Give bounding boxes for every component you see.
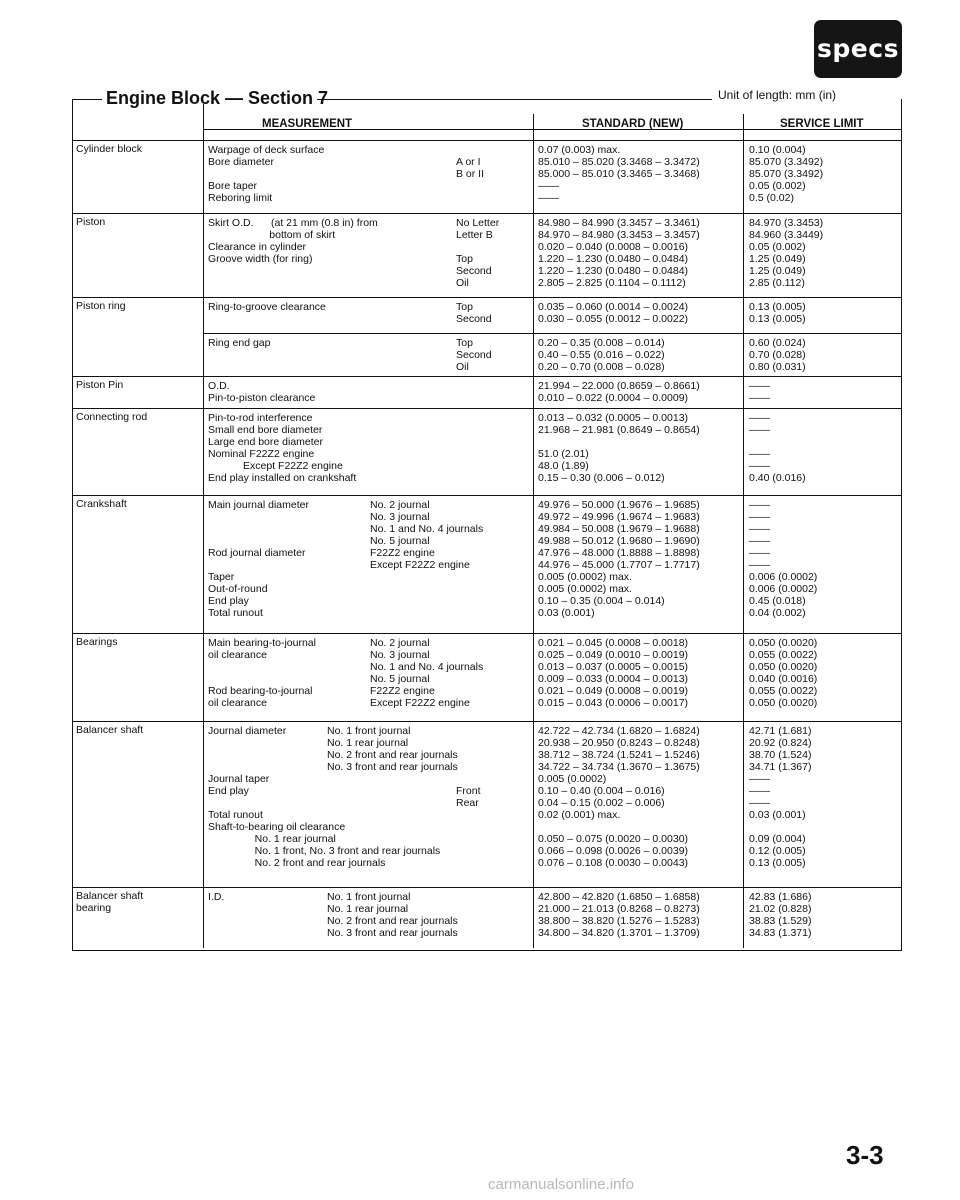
column-divider: [203, 376, 204, 408]
section-name: Balancer shaft: [76, 890, 144, 902]
measurement-label: End play installed on crankshaft: [208, 472, 357, 484]
standard-value: 34.722 – 34.734 (1.3670 – 1.3675): [538, 761, 700, 773]
standard-value: ——: [538, 180, 559, 192]
column-divider: [533, 495, 534, 633]
service-limit-value: 0.006 (0.0002): [749, 583, 818, 595]
measurement-qualifier: Top: [456, 301, 473, 313]
service-limit-value: ——: [749, 797, 770, 809]
measurement-label: Bore diameter: [208, 156, 274, 168]
section-divider: [72, 140, 902, 141]
service-limit-value: 0.13 (0.005): [749, 301, 806, 313]
service-limit-value: 0.05 (0.002): [749, 180, 806, 192]
standard-value: 0.076 – 0.108 (0.0030 – 0.0043): [538, 857, 689, 869]
service-limit-value: 85.070 (3.3492): [749, 156, 824, 168]
header-divider: [203, 129, 902, 130]
standard-value: 0.40 – 0.55 (0.016 – 0.022): [538, 349, 665, 361]
measurement-qualifier: Oil: [456, 361, 469, 373]
section-name: Piston Pin: [76, 379, 124, 391]
column-divider: [743, 140, 744, 213]
column-divider: [743, 408, 744, 495]
section-divider: [72, 408, 902, 409]
service-limit-value: ——: [749, 499, 770, 511]
column-divider: [203, 887, 204, 948]
service-limit-value: ——: [749, 448, 770, 460]
section-divider: [72, 495, 902, 496]
header-service-limit: SERVICE LIMIT: [780, 118, 864, 130]
column-divider: [533, 408, 534, 495]
service-limit-value: 84.960 (3.3449): [749, 229, 824, 241]
section-name: Piston: [76, 216, 106, 228]
standard-value: 0.013 – 0.037 (0.0005 – 0.0015): [538, 661, 689, 673]
service-limit-value: ——: [749, 785, 770, 797]
service-limit-value: 0.09 (0.004): [749, 833, 806, 845]
standard-value: 1.220 – 1.230 (0.0480 – 0.0484): [538, 265, 689, 277]
measurement-sublabel: No. 2 journal: [370, 637, 430, 649]
measurement-label: No. 1 rear journal: [208, 833, 336, 845]
section-name: Cylinder block: [76, 143, 142, 155]
column-divider: [203, 213, 204, 297]
standard-value: 0.066 – 0.098 (0.0026 – 0.0039): [538, 845, 689, 857]
column-divider: [533, 297, 534, 333]
measurement-label: Shaft-to-bearing oil clearance: [208, 821, 346, 833]
measurement-label: Except F22Z2 engine: [208, 460, 343, 472]
service-limit-value: 34.71 (1.367): [749, 761, 812, 773]
section-divider: [72, 213, 902, 214]
standard-value: 47.976 – 48.000 (1.8888 – 1.8898): [538, 547, 700, 559]
header-standard: STANDARD (NEW): [582, 118, 684, 130]
measurement-label: I.D.: [208, 891, 225, 903]
standard-value: 21.968 – 21.981 (0.8649 – 0.8654): [538, 424, 700, 436]
standard-value: 49.984 – 50.008 (1.9679 – 1.9688): [538, 523, 700, 535]
standard-value: 0.021 – 0.045 (0.0008 – 0.0018): [538, 637, 689, 649]
measurement-qualifier: Front: [456, 785, 481, 797]
service-limit-value: 2.85 (0.112): [749, 277, 805, 289]
standard-value: 84.970 – 84.980 (3.3453 – 3.3457): [538, 229, 700, 241]
service-limit-value: 0.050 (0.0020): [749, 697, 818, 709]
service-limit-value: 38.83 (1.529): [749, 915, 812, 927]
standard-value: 38.712 – 38.724 (1.5241 – 1.5246): [538, 749, 700, 761]
standard-value: 20.938 – 20.950 (0.8243 – 0.8248): [538, 737, 700, 749]
column-divider: [533, 633, 534, 721]
standard-value: 51.0 (2.01): [538, 448, 589, 460]
standard-value: 0.021 – 0.049 (0.0008 – 0.0019): [538, 685, 689, 697]
measurement-qualifier: Second: [456, 313, 492, 325]
service-limit-value: ——: [749, 559, 770, 571]
column-divider: [533, 376, 534, 408]
service-limit-value: ——: [749, 547, 770, 559]
column-divider: [203, 633, 204, 721]
standard-value: 0.005 (0.0002) max.: [538, 583, 632, 595]
standard-value: 42.800 – 42.820 (1.6850 – 1.6858): [538, 891, 700, 903]
service-limit-value: ——: [749, 380, 770, 392]
standard-value: 0.005 (0.0002) max.: [538, 571, 632, 583]
service-limit-value: ——: [749, 460, 770, 472]
measurement-label: Rod journal diameter: [208, 547, 306, 559]
service-limit-value: ——: [749, 392, 770, 404]
column-divider: [203, 333, 204, 376]
measurement-qualifier: No Letter: [456, 217, 500, 229]
measurement-label: Pin-to-rod interference: [208, 412, 313, 424]
standard-value: 42.722 – 42.734 (1.6820 – 1.6824): [538, 725, 700, 737]
section-divider: [72, 297, 902, 298]
standard-value: 44.976 – 45.000 (1.7707 – 1.7717): [538, 559, 700, 571]
measurement-sublabel: No. 3 front and rear journals: [327, 927, 458, 939]
standard-value: 49.972 – 49.996 (1.9674 – 1.9683): [538, 511, 700, 523]
service-limit-value: 0.80 (0.031): [749, 361, 806, 373]
service-limit-value: 0.03 (0.001): [749, 809, 806, 821]
service-limit-value: ——: [749, 535, 770, 547]
measurement-sublabel: F22Z2 engine: [370, 685, 435, 697]
measurement-sublabel: No. 1 front journal: [327, 725, 411, 737]
measurement-label: Out-of-round: [208, 583, 268, 595]
measurement-sublabel: Except F22Z2 engine: [370, 559, 470, 571]
measurement-qualifier: Top: [456, 337, 473, 349]
standard-value: 1.220 – 1.230 (0.0480 – 0.0484): [538, 253, 689, 265]
measurement-sublabel: No. 5 journal: [370, 673, 430, 685]
section-divider: [72, 721, 902, 722]
measurement-label: Rod bearing-to-journal: [208, 685, 313, 697]
column-divider: [533, 721, 534, 887]
service-limit-value: 21.02 (0.828): [749, 903, 812, 915]
column-divider: [743, 376, 744, 408]
measurement-sublabel: F22Z2 engine: [370, 547, 435, 559]
measurement-sublabel: No. 3 front and rear journals: [327, 761, 458, 773]
column-divider: [743, 721, 744, 887]
header-column-divider: [743, 114, 744, 140]
column-divider: [743, 333, 744, 376]
measurement-label: Nominal F22Z2 engine: [208, 448, 315, 460]
section-name: bearing: [76, 902, 112, 914]
measurement-label: Total runout: [208, 809, 263, 821]
measurement-label: Skirt O.D. (at 21 mm (0.8 in) from: [208, 217, 378, 229]
page-title: Engine Block — Section 7: [106, 88, 329, 108]
service-limit-value: 0.45 (0.018): [749, 595, 806, 607]
section-divider: [72, 887, 902, 888]
measurement-qualifier: A or I: [456, 156, 481, 168]
measurement-label: Ring-to-groove clearance: [208, 301, 326, 313]
column-divider: [533, 213, 534, 297]
measurement-sublabel: Except F22Z2 engine: [370, 697, 470, 709]
service-limit-value: ——: [749, 424, 770, 436]
measurement-label: No. 2 front and rear journals: [208, 857, 386, 869]
column-divider: [533, 887, 534, 948]
standard-value: 0.050 – 0.075 (0.0020 – 0.0030): [538, 833, 689, 845]
unit-note: Unit of length: mm (in): [718, 88, 837, 102]
service-limit-value: 0.5 (0.02): [749, 192, 794, 204]
measurement-label: Main bearing-to-journal: [208, 637, 316, 649]
standard-value: 85.000 – 85.010 (3.3465 – 3.3468): [538, 168, 700, 180]
measurement-sublabel: No. 5 journal: [370, 535, 430, 547]
service-limit-value: 1.25 (0.049): [749, 265, 806, 277]
measurement-label: Large end bore diameter: [208, 436, 323, 448]
measurement-label: End play: [208, 595, 249, 607]
measurement-label: No. 1 front, No. 3 front and rear journals: [208, 845, 441, 857]
standard-value: 0.030 – 0.055 (0.0012 – 0.0022): [538, 313, 689, 325]
header-column-divider: [203, 104, 204, 140]
service-limit-value: ——: [749, 412, 770, 424]
service-limit-value: 0.12 (0.005): [749, 845, 806, 857]
standard-value: 0.009 – 0.033 (0.0004 – 0.0013): [538, 673, 689, 685]
standard-value: 0.005 (0.0002): [538, 773, 607, 785]
section-divider: [72, 376, 902, 377]
section-divider: [203, 333, 902, 334]
standard-value: 85.010 – 85.020 (3.3468 – 3.3472): [538, 156, 700, 168]
measurement-label: Pin-to-piston clearance: [208, 392, 316, 404]
measurement-qualifier: Second: [456, 265, 492, 277]
column-divider: [743, 887, 744, 948]
standard-value: ——: [538, 192, 559, 204]
column-divider: [533, 140, 534, 213]
service-limit-value: 0.10 (0.004): [749, 144, 806, 156]
standard-value: 0.015 – 0.043 (0.0006 – 0.0017): [538, 697, 689, 709]
service-limit-value: 0.05 (0.002): [749, 241, 806, 253]
measurement-label: Journal diameter: [208, 725, 287, 737]
measurement-label: Small end bore diameter: [208, 424, 323, 436]
standard-value: 34.800 – 34.820 (1.3701 – 1.3709): [538, 927, 700, 939]
standard-value: 0.20 – 0.70 (0.008 – 0.028): [538, 361, 665, 373]
column-divider: [203, 408, 204, 495]
measurement-qualifier: Second: [456, 349, 492, 361]
measurement-sublabel: No. 2 front and rear journals: [327, 749, 458, 761]
measurement-label: Warpage of deck surface: [208, 144, 325, 156]
measurement-qualifier: Top: [456, 253, 473, 265]
specs-badge: specs: [814, 20, 902, 78]
standard-value: 0.03 (0.001): [538, 607, 595, 619]
service-limit-value: 1.25 (0.049): [749, 253, 806, 265]
measurement-label: Reboring limit: [208, 192, 273, 204]
section-name: Balancer shaft: [76, 724, 144, 736]
service-limit-value: 0.050 (0.0020): [749, 637, 818, 649]
section-divider: [72, 633, 902, 634]
column-divider: [203, 140, 204, 213]
measurement-sublabel: No. 1 rear journal: [327, 737, 409, 749]
standard-value: 0.10 – 0.40 (0.004 – 0.016): [538, 785, 665, 797]
standard-value: 0.20 – 0.35 (0.008 – 0.014): [538, 337, 665, 349]
measurement-label: oil clearance: [208, 697, 267, 709]
measurement-qualifier: Rear: [456, 797, 479, 809]
column-divider: [203, 721, 204, 887]
service-limit-value: ——: [749, 523, 770, 535]
service-limit-value: 38.70 (1.524): [749, 749, 812, 761]
standard-value: 0.04 – 0.15 (0.002 – 0.006): [538, 797, 665, 809]
column-divider: [743, 633, 744, 721]
service-limit-value: 0.70 (0.028): [749, 349, 806, 361]
page-number: 3-3: [846, 1140, 884, 1170]
standard-value: 0.025 – 0.049 (0.0010 – 0.0019): [538, 649, 689, 661]
header-measurement: MEASUREMENT: [262, 118, 353, 130]
standard-value: 48.0 (1.89): [538, 460, 589, 472]
service-limit-value: ——: [749, 511, 770, 523]
measurement-sublabel: No. 2 front and rear journals: [327, 915, 458, 927]
standard-value: 84.980 – 84.990 (3.3457 – 3.3461): [538, 217, 700, 229]
measurement-sublabel: No. 1 and No. 4 journals: [370, 661, 484, 673]
standard-value: 0.02 (0.001) max.: [538, 809, 621, 821]
measurement-qualifier: Oil: [456, 277, 469, 289]
measurement-label: Bore taper: [208, 180, 258, 192]
measurement-qualifier: B or II: [456, 168, 485, 180]
column-divider: [203, 495, 204, 633]
service-limit-value: 0.050 (0.0020): [749, 661, 818, 673]
header-column-divider: [533, 114, 534, 140]
measurement-label: O.D.: [208, 380, 230, 392]
column-divider: [743, 495, 744, 633]
service-limit-value: 85.070 (3.3492): [749, 168, 824, 180]
measurement-label: Groove width (for ring): [208, 253, 313, 265]
service-limit-value: 0.040 (0.0016): [749, 673, 818, 685]
column-divider: [743, 297, 744, 333]
service-limit-value: 0.006 (0.0002): [749, 571, 818, 583]
standard-value: 0.10 – 0.35 (0.004 – 0.014): [538, 595, 665, 607]
measurement-label: Ring end gap: [208, 337, 271, 349]
measurement-label: oil clearance: [208, 649, 267, 661]
measurement-sublabel: No. 1 front journal: [327, 891, 411, 903]
service-limit-value: 84.970 (3.3453): [749, 217, 824, 229]
standard-value: 38.800 – 38.820 (1.5276 – 1.5283): [538, 915, 700, 927]
standard-value: 0.035 – 0.060 (0.0014 – 0.0024): [538, 301, 689, 313]
measurement-label: End play: [208, 785, 249, 797]
measurement-label: Total runout: [208, 607, 263, 619]
section-name: Bearings: [76, 636, 118, 648]
column-divider: [203, 297, 204, 333]
measurement-sublabel: No. 3 journal: [370, 511, 430, 523]
service-limit-value: 0.055 (0.0022): [749, 649, 818, 661]
standard-value: 0.15 – 0.30 (0.006 – 0.012): [538, 472, 665, 484]
measurement-label: bottom of skirt: [208, 229, 336, 241]
measurement-sublabel: No. 1 rear journal: [327, 903, 409, 915]
measurement-qualifier: Letter B: [456, 229, 493, 241]
standard-value: 0.07 (0.003) max.: [538, 144, 621, 156]
measurement-label: Taper: [208, 571, 235, 583]
measurement-sublabel: No. 1 and No. 4 journals: [370, 523, 484, 535]
service-limit-value: 0.40 (0.016): [749, 472, 806, 484]
watermark: carmanualsonline.info: [488, 1176, 634, 1193]
standard-value: 21.000 – 21.013 (0.8268 – 0.8273): [538, 903, 700, 915]
standard-value: 21.994 – 22.000 (0.8659 – 0.8661): [538, 380, 700, 392]
service-limit-value: 0.13 (0.005): [749, 857, 806, 869]
measurement-label: Journal taper: [208, 773, 270, 785]
section-name: Crankshaft: [76, 498, 127, 510]
service-limit-value: 34.83 (1.371): [749, 927, 812, 939]
standard-value: 2.805 – 2.825 (0.1104 – 0.1112): [538, 277, 686, 289]
service-limit-value: 0.055 (0.0022): [749, 685, 818, 697]
measurement-label: Clearance in cylinder: [208, 241, 307, 253]
service-limit-value: 0.13 (0.005): [749, 313, 806, 325]
standard-value: 49.988 – 50.012 (1.9680 – 1.9690): [538, 535, 700, 547]
service-limit-value: 42.83 (1.686): [749, 891, 812, 903]
service-limit-value: 20.92 (0.824): [749, 737, 812, 749]
service-limit-value: 0.60 (0.024): [749, 337, 806, 349]
section-name: Piston ring: [76, 300, 126, 312]
column-divider: [743, 213, 744, 297]
standard-value: 0.010 – 0.022 (0.0004 – 0.0009): [538, 392, 689, 404]
standard-value: 0.020 – 0.040 (0.0008 – 0.0016): [538, 241, 689, 253]
service-limit-value: 0.04 (0.002): [749, 607, 806, 619]
standard-value: 0.013 – 0.032 (0.0005 – 0.0013): [538, 412, 689, 424]
service-limit-value: ——: [749, 773, 770, 785]
section-name: Connecting rod: [76, 411, 148, 423]
measurement-sublabel: No. 2 journal: [370, 499, 430, 511]
service-limit-value: 42.71 (1.681): [749, 725, 812, 737]
standard-value: 49.976 – 50.000 (1.9676 – 1.9685): [538, 499, 700, 511]
measurement-sublabel: No. 3 journal: [370, 649, 430, 661]
column-divider: [533, 333, 534, 376]
measurement-label: Main journal diameter: [208, 499, 309, 511]
